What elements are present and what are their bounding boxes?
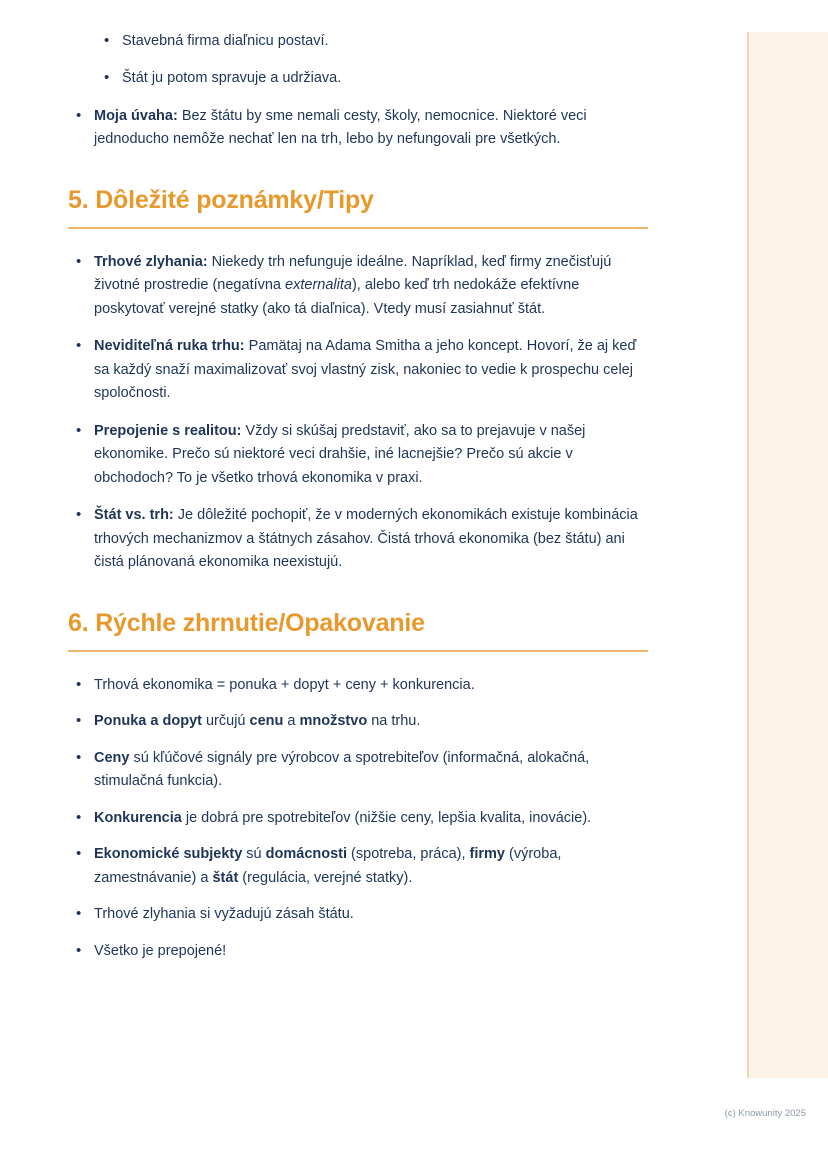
section-5-list: [68, 251, 648, 575]
list-item: [68, 335, 648, 405]
list-item: [68, 420, 648, 490]
section-divider: [68, 227, 648, 229]
summary-list: [68, 674, 648, 963]
section-6: [68, 609, 648, 963]
list-item: [68, 251, 648, 321]
list-item-text: Trhové zlyhania si vyžadujú zásah štátu.: [94, 906, 354, 923]
section-heading-5: 5. Dôležité poznámky/Tipy: [68, 185, 374, 214]
list-item-label: Konkurencia: [94, 809, 182, 826]
list-item: [68, 843, 648, 890]
list-item-text-1: Pamätaj na Adama Smitha a jeho koncept. Hovorí, že aj keď sa každý snaží maximalizovať svoj vlastný zisk, nakoniec to vedie k prospechu celej spoločnosti.: [94, 338, 637, 402]
footer-copyright: (c) Knowunity 2025: [724, 1108, 806, 1119]
list-item-text: (regulácia, verejné statky).: [238, 869, 413, 886]
document-content: [68, 30, 648, 976]
list-item-label: Moja úvaha:: [94, 107, 178, 124]
list-item-label: Štát vs. trh:: [94, 507, 174, 524]
list-item-label: Ekonomické subjekty: [94, 846, 243, 863]
list-item: • Stavebná firma diaľnicu postaví.: [68, 30, 648, 53]
list-item-label: Trhové zlyhania:: [94, 253, 208, 270]
list-item-label: firmy: [469, 846, 505, 863]
list-item-text: Všetko je prepojené!: [94, 942, 227, 959]
list-item-text: určujú: [201, 713, 250, 730]
list-item-text: a: [283, 713, 300, 730]
list-item: [68, 807, 648, 830]
list-item-text-2: ), alebo keď trh nedokáže efektívne poskytovať verejné statky (ako tá diaľnica). Vtedy musí zasiahnuť štát.: [94, 277, 580, 317]
list-item-label: cenu: [249, 713, 284, 730]
list-item-text: sú kľúčové signály pre výrobcov a spotrebiteľov (informačná, alokačná, stimulačná funkcia).: [94, 749, 590, 790]
list-item-label: štát: [212, 869, 239, 886]
intro-bullet-list: [68, 105, 648, 152]
list-item-text: (spotreba, práca),: [347, 846, 470, 863]
list-item-label: Ceny: [94, 749, 130, 766]
section-divider: [68, 650, 648, 652]
decorative-side-band: [748, 32, 828, 1078]
section-heading-6: 6. Rýchle zhrnutie/Opakovanie: [68, 608, 425, 637]
list-item-text: je dobrá pre spotrebiteľov (nižšie ceny, lepšia kvalita, inovácie).: [181, 809, 592, 826]
list-item-text-1: Je dôležité pochopiť, že v moderných ekonomikách existuje kombinácia trhových mechanizmov a štátnych zásahov. Čistá trhová ekonomika (bez štátu) ani čistá plánovaná ekonomika neexistujú.: [94, 507, 638, 571]
list-item-label: Neviditeľná ruka trhu:: [94, 338, 245, 355]
list-item-label: Ponuka a dopyt: [94, 713, 202, 730]
list-item: [68, 710, 648, 733]
list-item-text: Trhová ekonomika = ponuka + dopyt + ceny + konkurencia.: [94, 676, 475, 693]
list-item: [68, 940, 648, 963]
list-item: [68, 674, 648, 697]
list-item-text: na trhu.: [367, 713, 421, 730]
list-item-label: množstvo: [299, 713, 368, 730]
list-item: [68, 105, 648, 152]
list-item-label: domácnosti: [265, 846, 348, 863]
list-item-text: Bez štátu by sme nemali cesty, školy, nemocnice. Niektoré veci jednoducho nemôže nechať len na trh, lebo by nefungovali pre všetkých.: [94, 107, 587, 148]
list-item: [68, 747, 648, 794]
list-item-emphasis: externalita: [285, 277, 352, 294]
decorative-side-band-line: [747, 32, 749, 1078]
list-item-text: sú: [242, 846, 266, 863]
list-item: [68, 504, 648, 574]
sub-bullet-list: [68, 30, 648, 91]
list-item: [68, 903, 648, 926]
list-item-text: (výroba, zamestnávanie) a: [94, 846, 562, 886]
list-item-text-1: Niekedy trh nefunguje ideálne. Napríklad, keď firmy znečisťujú životné prostredie (negatívna: [94, 253, 612, 294]
list-item: • Štát ju potom spravuje a udržiava.: [68, 67, 648, 90]
list-item-text-1: Vždy si skúšaj predstaviť, ako sa to prejavuje v našej ekonomike. Prečo sú niektoré veci drahšie, iné lacnejšie? Prečo sú akcie v obchodoch? To je všetko trhová ekonomika v praxi.: [94, 422, 586, 486]
list-item-label: Prepojenie s realitou:: [94, 422, 242, 439]
